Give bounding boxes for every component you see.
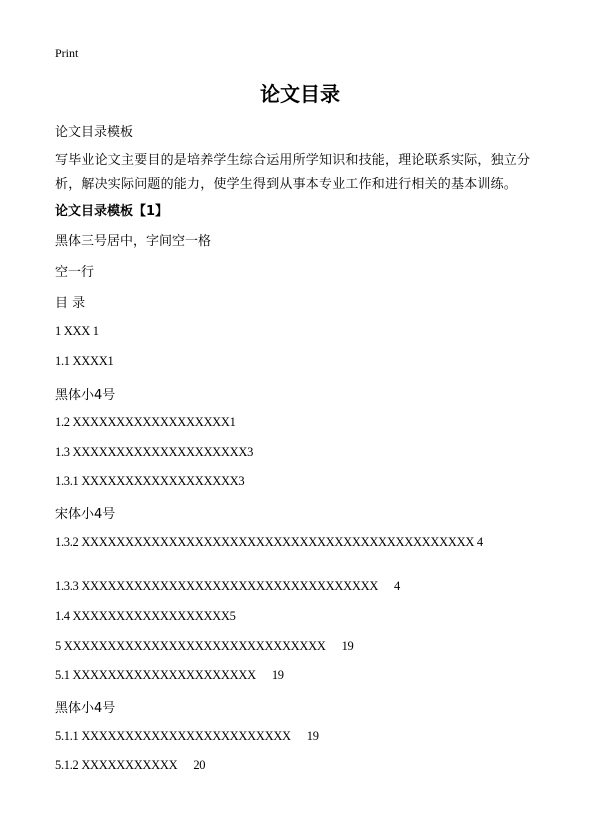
toc-entry-page: 4: [394, 579, 400, 593]
note-heiti-xiao4: 黑体小4号: [55, 701, 116, 716]
toc-entry-text: 1.4 XXXXXXXXXXXXXXXXXX5: [55, 609, 236, 623]
subtitle: 论文目录模板: [55, 125, 134, 140]
toc-entry-page: 19: [341, 639, 354, 653]
page-title: 论文目录: [260, 84, 340, 106]
toc-entry-text: 5.1.2 XXXXXXXXXXX: [55, 758, 178, 772]
toc-entry-text: 1.3.2 XXXXXXXXXXXXXXXXXXXXXXXXXXXXXXXXXXXXXXXXXXXXX 4: [55, 535, 483, 549]
toc-entry-page: 20: [193, 758, 206, 772]
toc-entry: [55, 579, 400, 594]
note-heiti-xiao4: 黑体小4号: [55, 388, 116, 403]
note-songti-xiao4: 宋体小4号: [55, 507, 116, 522]
toc-entry: [55, 324, 99, 339]
note-blank-line: 空一行: [55, 265, 95, 280]
toc-entry: [55, 758, 205, 773]
section-heading: 论文目录模板【1】: [55, 204, 169, 219]
toc-entry-page: 19: [306, 729, 319, 743]
toc-entry-text: 5 XXXXXXXXXXXXXXXXXXXXXXXXXXXXXX: [55, 639, 326, 653]
toc-entry-page: 19: [271, 668, 284, 682]
toc-entry-text: 1.3.3 XXXXXXXXXXXXXXXXXXXXXXXXXXXXXXXXXX: [55, 579, 379, 593]
toc-entry: [55, 729, 319, 744]
note-heiti-sanhao: 黑体三号居中，字间空一格: [55, 234, 212, 249]
print-link[interactable]: Print: [55, 46, 79, 60]
note-mulu: 目 录: [55, 296, 86, 311]
toc-entry-text: 1.3.1 XXXXXXXXXXXXXXXXXX3: [55, 474, 245, 488]
toc-entry: [55, 668, 284, 683]
intro-paragraph: 写毕业论文主要目的是培养学生综合运用所学知识和技能，理论联系实际，独立分析，解决实际问题的能力，使学生得到从事本专业工作和进行相关的基本训练。: [55, 153, 531, 192]
toc-entry: [55, 474, 244, 489]
toc-entry: [55, 639, 354, 654]
toc-entry: [55, 415, 236, 430]
toc-entry-text: 5.1.1 XXXXXXXXXXXXXXXXXXXXXXXX: [55, 729, 291, 743]
toc-entry-text: 1 XXX 1: [55, 324, 99, 338]
toc-entry: [55, 445, 253, 460]
toc-entry: [55, 534, 535, 550]
toc-entry-text: 5.1 XXXXXXXXXXXXXXXXXXXXX: [55, 668, 256, 682]
toc-entry: [55, 609, 236, 624]
toc-entry: [55, 354, 113, 369]
toc-entry-text: 1.2 XXXXXXXXXXXXXXXXXX1: [55, 415, 236, 429]
toc-entry-text: 1.1 XXXX1: [55, 354, 114, 368]
toc-entry-text: 1.3 XXXXXXXXXXXXXXXXXXXX3: [55, 445, 254, 459]
